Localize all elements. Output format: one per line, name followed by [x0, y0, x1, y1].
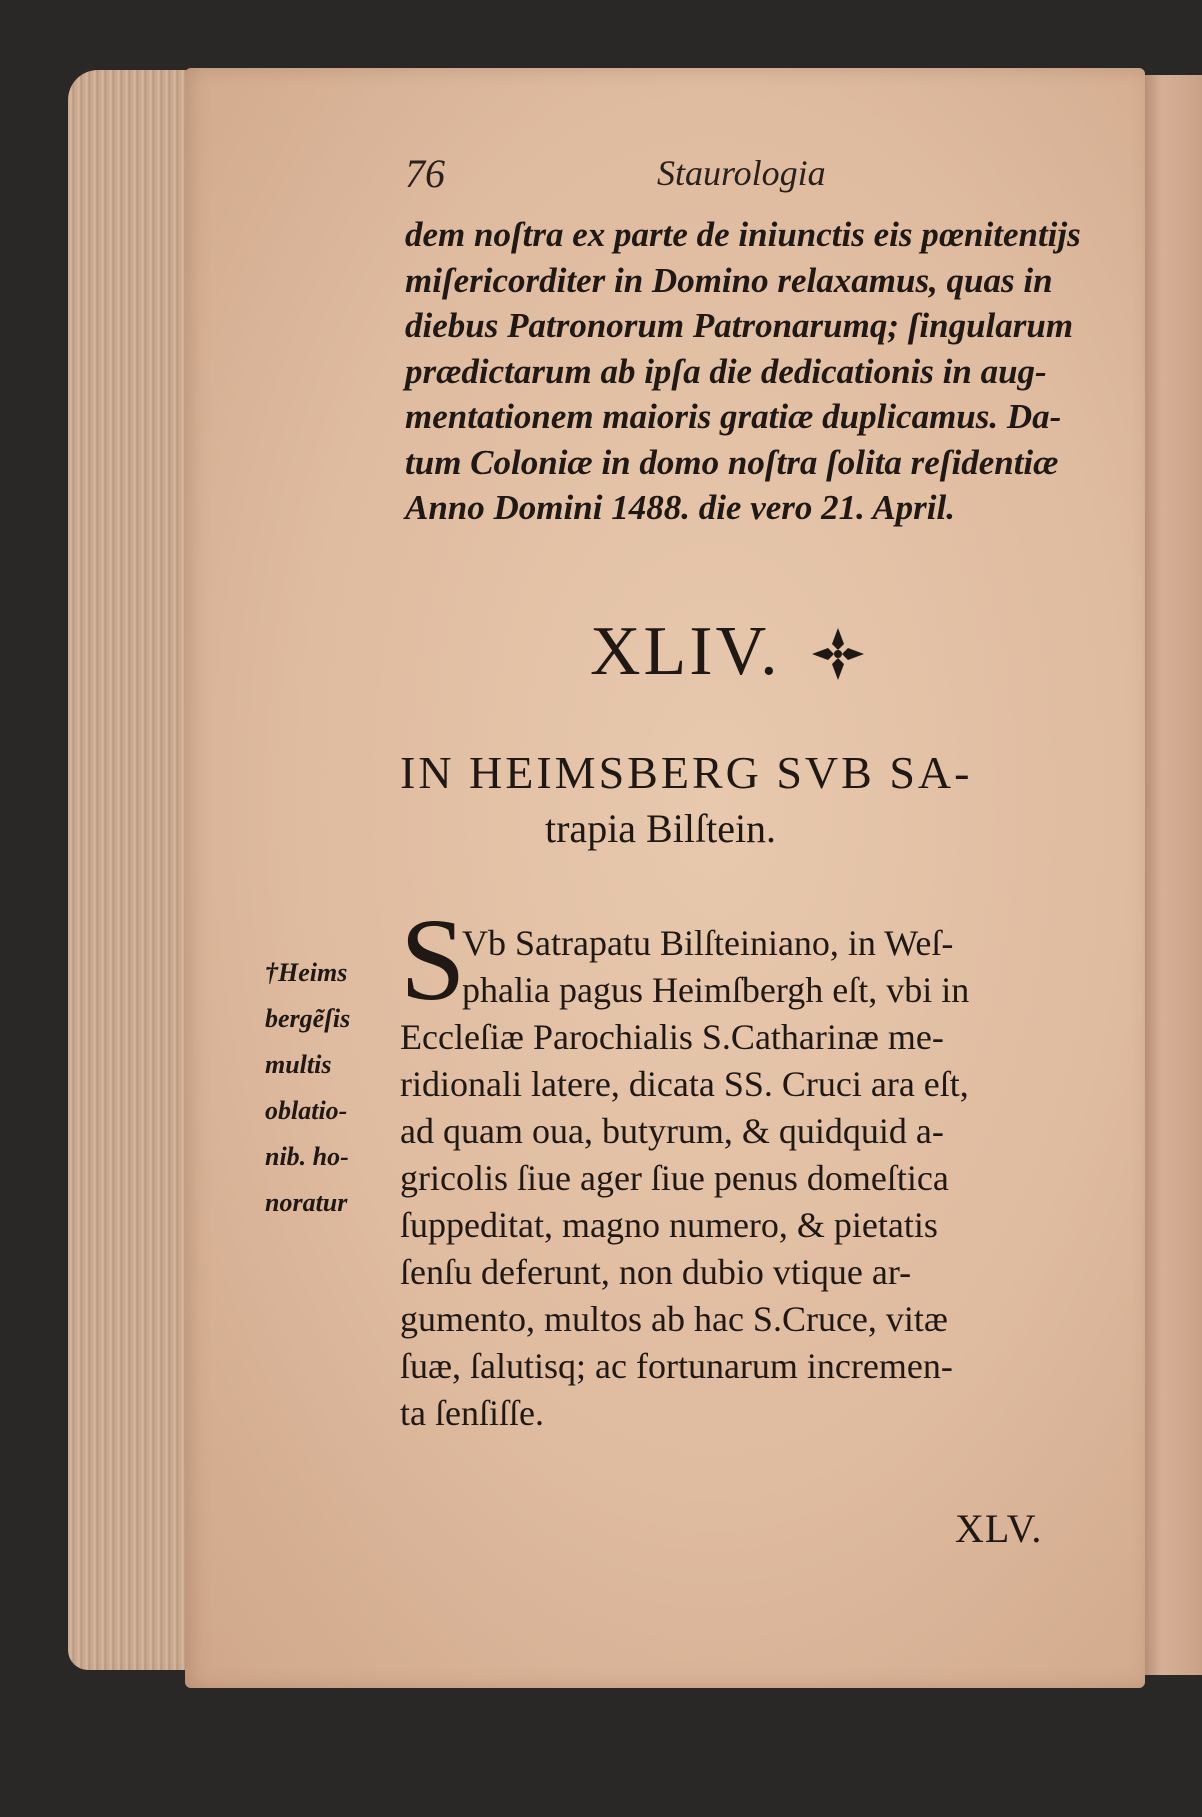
- page-header: [405, 150, 1075, 200]
- margin-note-line: oblatio-: [265, 1096, 348, 1125]
- text-line: ta ſenſiſſe.: [400, 1393, 544, 1433]
- text-line: dem noſtra ex parte de iniunctis eis pœnitentijs: [405, 215, 1081, 254]
- margin-note-line: bergẽſis: [265, 1004, 351, 1033]
- section-number: XLIV.: [590, 613, 781, 690]
- drop-cap: S: [400, 894, 466, 1025]
- text-line: mentationem maioris gratiæ duplicamus. Da-: [405, 397, 1062, 436]
- margin-note-line: multis: [265, 1050, 332, 1079]
- margin-note-line: nib. ho-: [265, 1142, 349, 1171]
- section-title: [400, 745, 1120, 857]
- facing-page-edge: [1145, 75, 1202, 1675]
- page-number: 76: [405, 151, 445, 196]
- text-line: ridionali latere, dicata SS. Cruci ara eſt,: [400, 1064, 969, 1104]
- text-line: phalia pagus Heimſbergh eſt, vbi in: [462, 970, 970, 1010]
- text-line: Vb Satrapatu Bilſteiniano, in Weſ-: [462, 923, 954, 963]
- catchword: XLV.: [955, 1506, 1043, 1551]
- text-line: Eccleſiæ Parochialis S.Catharinæ me-: [400, 1017, 944, 1057]
- text-line: diebus Patronorum Patronarumq; ſingularum: [405, 306, 1074, 345]
- text-line: ad quam oua, butyrum, & quidquid a-: [400, 1111, 944, 1151]
- indulgence-text: [405, 212, 1085, 531]
- margin-note: [265, 950, 405, 1226]
- running-head: Staurologia: [657, 153, 826, 193]
- text-line: ſenſu deferunt, non dubio vtique ar-: [400, 1252, 912, 1292]
- section-title-line: trapia Bilſtein.: [545, 806, 777, 851]
- margin-note-line: noratur: [265, 1188, 348, 1217]
- cross-pattee-icon: [810, 626, 866, 682]
- margin-note-line: †Heims: [265, 958, 348, 987]
- text-line: gricolis ſiue ager ſiue penus domeſtica: [400, 1158, 949, 1198]
- text-line: tum Coloniæ in domo noſtra ſolita reſidentiæ: [405, 442, 1059, 482]
- dropcap-lines: [400, 920, 1080, 1014]
- section-title-line: IN HEIMSBERG SVB SA-: [400, 747, 973, 798]
- body-paragraph: [400, 920, 1080, 1437]
- text-line: prædictarum ab ipſa die dedicationis in aug-: [405, 351, 1047, 391]
- text-line: Anno Domini 1488. die vero 21. April.: [405, 488, 956, 527]
- text-line: ſuppeditat, magno numero, & pietatis: [400, 1205, 938, 1245]
- text-line: ſuæ, ſalutisq; ac fortunarum incremen-: [400, 1346, 953, 1386]
- text-line: miſericorditer in Domino relaxamus, quas in: [405, 260, 1053, 300]
- text-line: gumento, multos ab hac S.Cruce, vitæ: [400, 1299, 948, 1339]
